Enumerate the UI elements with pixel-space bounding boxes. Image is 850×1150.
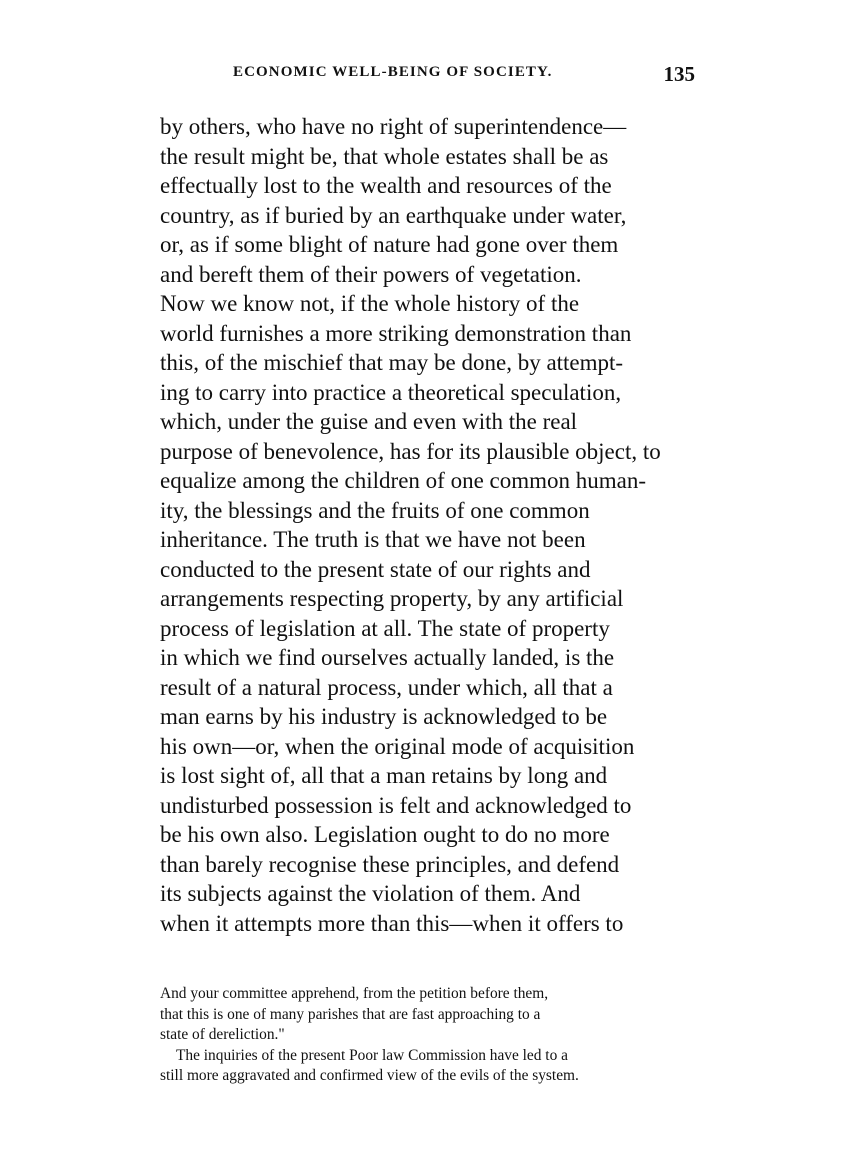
text-line: country, as if buried by an earthquake under water, xyxy=(160,202,627,228)
footnote xyxy=(160,984,695,1087)
footnote-line: The inquiries of the present Poor law Commission have led to a xyxy=(176,1046,568,1064)
text-line: its subjects against the violation of them. And xyxy=(160,881,581,906)
text-line: conducted to the present state of our rights and xyxy=(160,556,591,582)
footnote-line: still more aggravated and confirmed view of the evils of the system. xyxy=(160,1067,579,1084)
text-line: world furnishes a more striking demonstration than xyxy=(160,320,632,346)
text-line: ing to carry into practice a theoretical speculation, xyxy=(160,379,622,405)
text-line: than barely recognise these principles, and defend xyxy=(160,851,620,877)
text-line: in which we find ourselves actually landed, is the xyxy=(160,645,615,670)
text-line: his own—or, when the original mode of acquisition xyxy=(160,733,635,759)
text-line: this, of the mischief that may be done, by attempt- xyxy=(160,350,624,375)
text-line: process of legislation at all. The state of property xyxy=(160,615,610,641)
text-line: inheritance. The truth is that we have not been xyxy=(160,527,586,552)
text-line: the result might be, that whole estates shall be as xyxy=(160,143,609,169)
text-line: man earns by his industry is acknowledged to be xyxy=(160,704,608,729)
text-line: undisturbed possession is felt and acknowledged to xyxy=(160,792,632,818)
text-line: which, under the guise and even with the real xyxy=(160,409,578,434)
text-line: ity, the blessings and the fruits of one common xyxy=(160,497,590,523)
page-number: 135 xyxy=(663,62,695,86)
text-line: equalize among the children of one common human- xyxy=(160,468,647,493)
footnote-line: that this is one of many parishes that are fast approaching to a xyxy=(160,1005,541,1023)
text-line: Now we know not, if the whole history of the xyxy=(160,291,580,316)
footnote-line: And your committee apprehend, from the petition before them, xyxy=(160,985,549,1002)
text-line: is lost sight of, all that a man retains by long and xyxy=(160,763,608,788)
text-line: arrangements respecting property, by any artificial xyxy=(160,586,624,611)
text-line: purpose of benevolence, has for its plausible object, to xyxy=(160,438,661,464)
text-line: be his own also. Legislation ought to do no more xyxy=(160,822,610,847)
text-line: when it attempts more than this—when it offers to xyxy=(160,910,624,936)
text-line: and bereft them of their powers of vegetation. xyxy=(160,261,582,287)
footnote-line: state of dereliction." xyxy=(160,1026,285,1043)
text-line: result of a natural process, under which, all that a xyxy=(160,674,613,700)
text-line: by others, who have no right of superintendence— xyxy=(160,114,627,139)
body-text xyxy=(160,112,690,938)
text-line: or, as if some blight of nature had gone over them xyxy=(160,232,619,257)
running-title: ECONOMIC WELL-BEING OF SOCIETY. xyxy=(233,64,553,80)
text-line: effectually lost to the wealth and resources of the xyxy=(160,173,612,198)
running-head xyxy=(233,62,695,88)
